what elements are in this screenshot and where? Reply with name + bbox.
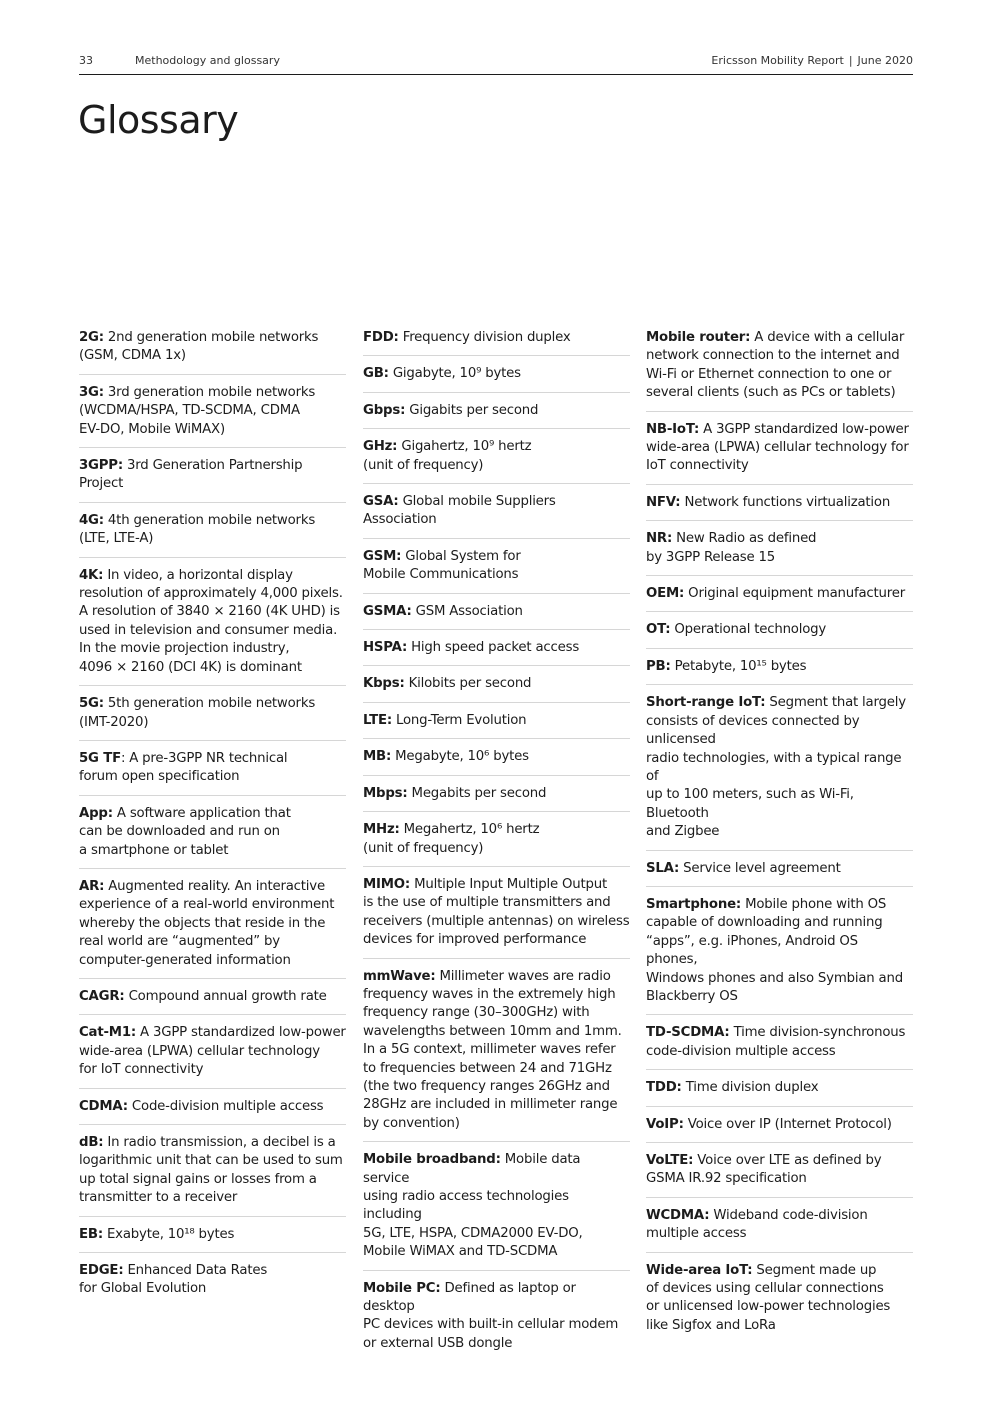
- glossary-entry: [79, 1226, 346, 1253]
- glossary-definition-line: : A pre-3GPP NR technical: [120, 750, 288, 766]
- glossary-term: Mbps:: [363, 785, 408, 801]
- glossary-entry: [646, 860, 913, 887]
- glossary-entry: [79, 988, 346, 1015]
- glossary-entry: [646, 694, 913, 850]
- glossary-definition-line: transmitter to a receiver: [79, 1190, 238, 1206]
- glossary-term: CAGR:: [79, 988, 125, 1004]
- glossary-definition-line: radio technologies, with a typical range of: [646, 750, 902, 784]
- glossary-term: GSA:: [363, 494, 399, 510]
- glossary-term: GSMA:: [363, 603, 412, 619]
- glossary-definition-line: several clients (such as PCs or tablets): [646, 385, 896, 401]
- glossary-definition-line: “apps”, e.g. iPhones, Android OS phones,: [646, 933, 858, 968]
- glossary-term: App:: [79, 805, 113, 821]
- glossary-term: OEM:: [646, 586, 685, 602]
- glossary-term: Kbps:: [363, 676, 405, 692]
- glossary-definition-line: Windows phones and also Symbian and: [646, 970, 903, 986]
- glossary-entry: [79, 1262, 346, 1307]
- glossary-definition-line: 4096 × 2160 (DCI 4K) is dominant: [79, 659, 302, 675]
- glossary-entry: [646, 329, 913, 412]
- glossary-entry: [363, 329, 630, 356]
- glossary-definition-line: Millimeter waves are radio: [439, 968, 611, 984]
- glossary-definition-line: Mobile data service: [363, 1152, 581, 1186]
- glossary-definition-line: real world are “augmented” by: [79, 934, 280, 950]
- glossary-term: Cat-M1:: [79, 1025, 137, 1041]
- glossary-definition-line: A resolution of 3840 × 2160 (4K UHD) is: [79, 604, 340, 620]
- glossary-entry: [646, 1207, 913, 1253]
- glossary-term: Gbps:: [363, 402, 406, 418]
- glossary-definition-line: Augmented reality. An interactive: [108, 878, 325, 894]
- glossary-term: EDGE:: [79, 1263, 124, 1279]
- glossary-entry: [79, 512, 346, 558]
- glossary-definition-line: (IMT-2020): [79, 714, 149, 730]
- glossary-entry: [363, 712, 630, 739]
- glossary-definition-line: Blackberry OS: [646, 988, 738, 1004]
- glossary-definition-line: resolution of approximately 4,000 pixels.: [79, 586, 343, 602]
- glossary-definition-line: Mobile phone with OS: [745, 896, 887, 912]
- glossary-definition-line: PC devices with built-in cellular modem: [363, 1317, 619, 1333]
- glossary-definition-line: logarithmic unit that can be used to sum: [79, 1153, 343, 1169]
- glossary-entry: [363, 821, 630, 867]
- glossary-definition-line: can be downloaded and run on: [79, 824, 280, 840]
- glossary-definition-line: (unit of frequency): [363, 840, 484, 856]
- glossary-definition-line: Gigabyte, 10⁹ bytes: [392, 366, 521, 382]
- glossary-term: TD-SCDMA:: [646, 1025, 730, 1041]
- report-date: June 2020: [857, 54, 913, 67]
- glossary-term: 4G:: [79, 512, 104, 528]
- glossary-term: 4K:: [79, 567, 104, 583]
- glossary-definition-line: consists of devices connected by unlicensed: [646, 713, 860, 748]
- glossary-entry: [646, 621, 913, 648]
- glossary-column-1: [79, 329, 346, 1316]
- glossary-term: GB:: [363, 366, 389, 382]
- glossary-definition-line: In the movie projection industry,: [79, 641, 290, 657]
- glossary-entry: [363, 1280, 630, 1362]
- glossary-term: TDD:: [646, 1080, 682, 1096]
- glossary-definition-line: A software application that: [116, 805, 291, 821]
- glossary-definition-line: Service level agreement: [683, 860, 841, 876]
- glossary-definition-line: computer-generated information: [79, 952, 291, 968]
- glossary-definition-line: A 3GPP standardized low-power: [140, 1025, 346, 1041]
- glossary-entry: [79, 1098, 346, 1125]
- glossary-entry: [646, 494, 913, 521]
- glossary-entry: [646, 1152, 913, 1198]
- glossary-term: GHz:: [363, 439, 398, 455]
- glossary-entry: [79, 695, 346, 741]
- glossary-definition-line: Code-division multiple access: [131, 1098, 324, 1114]
- glossary-entry: [79, 805, 346, 869]
- glossary-term: 5G TF: [79, 750, 121, 766]
- glossary-term: AR:: [79, 878, 105, 894]
- glossary-definition-line: (GSM, CDMA 1x): [79, 348, 186, 364]
- glossary-definition-line: a smartphone or tablet: [79, 842, 229, 858]
- glossary-definition-line: wide-area (LPWA) cellular technology: [79, 1043, 320, 1059]
- glossary-column-3: [646, 329, 913, 1352]
- glossary-entry: [79, 750, 346, 796]
- glossary-entry: [646, 530, 913, 576]
- glossary-definition-line: Time division-synchronous: [733, 1025, 906, 1041]
- glossary-term: MB:: [363, 749, 392, 765]
- glossary-definition-line: (WCDMA/HSPA, TD-SCDMA, CDMA: [79, 403, 300, 419]
- glossary-definition-line: In a 5G context, millimeter waves refer: [363, 1042, 616, 1058]
- glossary-term: Wide-area IoT:: [646, 1262, 753, 1278]
- glossary-term: Mobile PC:: [363, 1280, 441, 1296]
- glossary-term: HSPA:: [363, 640, 408, 656]
- glossary-entry: [79, 329, 346, 375]
- glossary-term: MHz:: [363, 822, 400, 838]
- glossary-definition-line: Petabyte, 10¹⁵ bytes: [674, 658, 807, 674]
- glossary-definition-line: Frequency division duplex: [402, 330, 571, 345]
- glossary-definition-line: experience of a real-world environment: [79, 897, 335, 913]
- glossary-term: VoLTE:: [646, 1153, 694, 1168]
- glossary-definition-line: like Sigfox and LoRa: [646, 1317, 776, 1333]
- glossary-entry: [79, 384, 346, 448]
- glossary-definition-line: Megabyte, 10⁶ bytes: [395, 749, 529, 765]
- header-separator: |: [848, 54, 853, 67]
- glossary-definition-line: and Zigbee: [646, 824, 720, 840]
- glossary-term: EB:: [79, 1226, 103, 1242]
- glossary-term: FDD:: [363, 330, 399, 345]
- glossary-definition-line: 3rd Generation Partnership Project: [79, 458, 303, 492]
- glossary-entry: [79, 878, 346, 979]
- glossary-definition-line: Mobile WiMAX and TD-SCDMA: [363, 1244, 558, 1260]
- glossary-definition-line: Segment made up: [756, 1262, 877, 1278]
- glossary-definition-line: Kilobits per second: [408, 676, 532, 692]
- glossary-entry: [79, 1134, 346, 1217]
- glossary-definition-line: EV-DO, Mobile WiMAX): [79, 421, 225, 437]
- glossary-entry: [363, 675, 630, 702]
- glossary-entry: [363, 639, 630, 666]
- glossary-entry: [363, 438, 630, 484]
- glossary-definition-line: receivers (multiple antennas) on wireless: [363, 913, 630, 929]
- glossary-term: PB:: [646, 658, 671, 674]
- glossary-definition-line: Gigabits per second: [409, 402, 539, 418]
- glossary-definition-line: by convention): [363, 1115, 460, 1131]
- glossary-entry: [646, 1079, 913, 1106]
- glossary-definition-line: Voice over IP (Internet Protocol): [687, 1116, 892, 1132]
- glossary-definition-line: Mobile Communications: [363, 567, 519, 583]
- glossary-definition-line: GSM Association: [415, 603, 523, 619]
- glossary-definition-line: Operational technology: [674, 622, 827, 638]
- report-name: Ericsson Mobility Report: [711, 54, 844, 67]
- glossary-definition-line: wide-area (LPWA) cellular technology for: [646, 440, 909, 456]
- glossary-definition-line: capable of downloading and running: [646, 915, 883, 931]
- glossary-definition-line: for Global Evolution: [79, 1281, 207, 1297]
- glossary-term: LTE:: [363, 712, 392, 728]
- glossary-definition-line: Exabyte, 10¹⁸ bytes: [106, 1226, 235, 1242]
- glossary-term: 3GPP:: [79, 458, 123, 474]
- glossary-definition-line: Global mobile Suppliers Association: [363, 494, 556, 528]
- glossary-term: VoIP:: [646, 1116, 684, 1132]
- glossary-entry: [79, 457, 346, 503]
- glossary-definition-line: wavelengths between 10mm and 1mm.: [363, 1023, 622, 1039]
- glossary-term: Mobile broadband:: [363, 1152, 501, 1168]
- glossary-definition-line: of devices using cellular connections: [646, 1281, 884, 1297]
- glossary-term: SLA:: [646, 860, 680, 876]
- glossary-definition-line: 28GHz are included in millimeter range: [363, 1097, 618, 1113]
- glossary-term: MIMO:: [363, 876, 411, 892]
- glossary-definition-line: Time division duplex: [685, 1080, 819, 1096]
- glossary-definition-line: whereby the objects that reside in the: [79, 915, 326, 931]
- glossary-definition-line: up to 100 meters, such as Wi-Fi, Bluetooth: [646, 787, 854, 821]
- glossary-definition-line: frequency range (30–300GHz) with: [363, 1005, 590, 1021]
- page-header: [79, 52, 913, 75]
- glossary-term: Smartphone:: [646, 896, 742, 912]
- glossary-term: NR:: [646, 531, 673, 547]
- glossary-term: WCDMA:: [646, 1207, 710, 1223]
- glossary-definition-line: (the two frequency ranges 26GHz and: [363, 1078, 610, 1094]
- report-info: [711, 54, 913, 67]
- page-title: Glossary: [78, 98, 239, 142]
- glossary-entry: [363, 785, 630, 812]
- glossary-entry: [646, 421, 913, 485]
- glossary-definition-line: using radio access technologies including: [363, 1189, 569, 1223]
- glossary-definition-line: Gigahertz, 10⁹ hertz: [401, 439, 532, 455]
- glossary-definition-line: frequency waves in the extremely high: [363, 986, 616, 1002]
- glossary-definition-line: 5th generation mobile networks: [107, 696, 316, 712]
- glossary-definition-line: High speed packet access: [411, 640, 580, 656]
- glossary-definition-line: 3rd generation mobile networks: [107, 384, 316, 400]
- glossary-term: NB-IoT:: [646, 421, 700, 437]
- glossary-term: dB:: [79, 1135, 104, 1150]
- glossary-definition-line: or external USB dongle: [363, 1335, 513, 1351]
- glossary-definition-line: for IoT connectivity: [79, 1062, 204, 1078]
- glossary-term: OT:: [646, 622, 671, 638]
- glossary-entry: [363, 876, 630, 959]
- glossary-term: GSM:: [363, 548, 402, 564]
- glossary-definition-line: Wi-Fi or Ethernet connection to one or: [646, 366, 892, 382]
- section-title: Methodology and glossary: [135, 54, 280, 67]
- glossary-definition-line: up total signal gains or losses from a: [79, 1171, 317, 1187]
- glossary-definition-line: Segment that largely: [769, 695, 906, 711]
- glossary-term: Mobile router:: [646, 330, 751, 345]
- glossary-definition-line: used in television and consumer media.: [79, 622, 338, 638]
- glossary-definition-line: New Radio as defined: [676, 531, 817, 547]
- glossary-entry: [646, 585, 913, 612]
- glossary-definition-line: IoT connectivity: [646, 458, 749, 474]
- glossary-definition-line: Megabits per second: [411, 785, 547, 801]
- glossary-definition-line: is the use of multiple transmitters and: [363, 895, 611, 911]
- glossary-entry: [363, 968, 630, 1143]
- glossary-entry: [363, 365, 630, 392]
- glossary-definition-line: Defined as laptop or desktop: [363, 1280, 576, 1315]
- glossary-definition-line: GSMA IR.92 specification: [646, 1171, 807, 1187]
- glossary-definition-line: multiple access: [646, 1226, 747, 1242]
- glossary-definition-line: Network functions virtualization: [684, 494, 891, 510]
- glossary-definition-line: Megahertz, 10⁶ hertz: [403, 822, 540, 838]
- glossary-entry: [646, 1262, 913, 1344]
- glossary-definition-line: 4th generation mobile networks: [107, 512, 316, 528]
- glossary-definition-line: to frequencies between 24 and 71GHz: [363, 1060, 612, 1076]
- glossary-term: 5G:: [79, 696, 104, 712]
- glossary-entry: [79, 567, 346, 686]
- glossary-definition-line: forum open specification: [79, 769, 240, 785]
- glossary-entry: [646, 658, 913, 685]
- glossary-entry: [363, 402, 630, 429]
- glossary-definition-line: code-division multiple access: [646, 1043, 836, 1059]
- glossary-term: 3G:: [79, 384, 104, 400]
- glossary-entry: [363, 493, 630, 539]
- glossary-entry: [363, 603, 630, 630]
- glossary-definition-line: Multiple Input Multiple Output: [414, 876, 608, 892]
- glossary-definition-line: 2nd generation mobile networks: [107, 330, 319, 345]
- glossary-definition-line: or unlicensed low-power technologies: [646, 1299, 891, 1315]
- glossary-definition-line: Enhanced Data Rates: [127, 1263, 268, 1279]
- glossary-definition-line: network connection to the internet and: [646, 348, 900, 364]
- glossary-entry: [79, 1024, 346, 1088]
- glossary-definition-line: Wideband code-division: [713, 1207, 868, 1223]
- page-number: 33: [79, 54, 93, 67]
- glossary-definition-line: Long-Term Evolution: [395, 712, 527, 728]
- glossary-definition-line: Original equipment manufacturer: [688, 586, 905, 602]
- glossary-entry: [363, 748, 630, 775]
- glossary-definition-line: devices for improved performance: [363, 932, 587, 948]
- glossary-entry: [363, 548, 630, 594]
- glossary-definition-line: 5G, LTE, HSPA, CDMA2000 EV-DO,: [363, 1225, 583, 1241]
- glossary-definition-line: In video, a horizontal display: [107, 567, 293, 583]
- glossary-term: 2G:: [79, 330, 104, 345]
- glossary-entry: [646, 1116, 913, 1143]
- glossary-definition-line: Compound annual growth rate: [128, 988, 327, 1004]
- glossary-entry: [646, 1024, 913, 1070]
- glossary-definition-line: (LTE, LTE-A): [79, 531, 154, 547]
- glossary-term: CDMA:: [79, 1098, 128, 1114]
- glossary-definition-line: (unit of frequency): [363, 457, 484, 473]
- glossary-term: NFV:: [646, 494, 681, 510]
- glossary-definition-line: In radio transmission, a decibel is a: [107, 1135, 336, 1150]
- glossary-definition-line: by 3GPP Release 15: [646, 549, 776, 565]
- glossary-definition-line: Global System for: [405, 548, 521, 564]
- glossary-entry: [363, 1151, 630, 1270]
- glossary-definition-line: A 3GPP standardized low-power: [703, 421, 909, 437]
- glossary-definition-line: A device with a cellular: [754, 330, 905, 345]
- glossary-entry: [646, 896, 913, 1015]
- glossary-term: mmWave:: [363, 968, 436, 984]
- glossary-column-2: [363, 329, 630, 1370]
- glossary-definition-line: Voice over LTE as defined by: [697, 1153, 882, 1168]
- glossary-term: Short-range IoT:: [646, 695, 766, 711]
